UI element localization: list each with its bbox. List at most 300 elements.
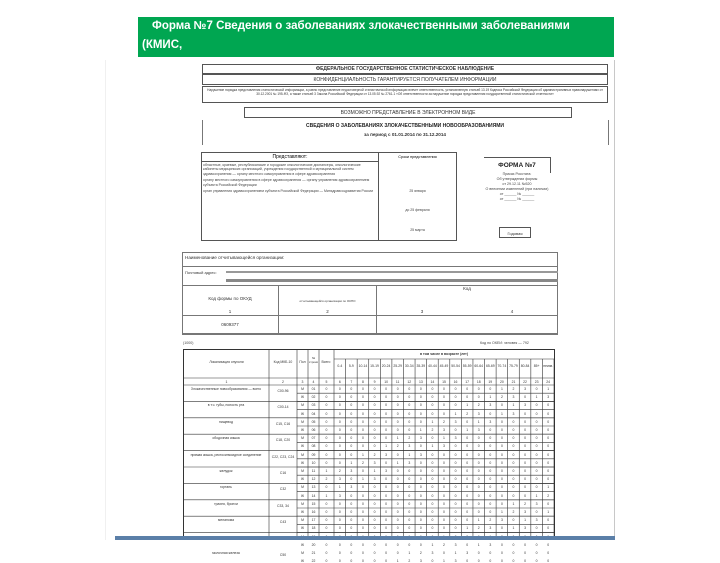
data-cell: 0	[500, 452, 503, 457]
federal-observation-header: ФЕДЕРАЛЬНОЕ ГОСУДАРСТВЕННОЕ СТАТИСТИЧЕСКОЕ НАБЛЮДЕНИЕ	[202, 64, 608, 74]
data-cell: 0	[362, 493, 364, 498]
data-cell: 0	[350, 518, 353, 523]
data-cell: 0	[466, 477, 469, 482]
deadline-row-2: до 25 февраля	[405, 208, 430, 212]
data-cell: 0	[524, 411, 526, 416]
data-cell: 2	[408, 436, 411, 441]
row-line-number: 15	[311, 501, 316, 506]
data-cell: 0	[512, 436, 515, 441]
data-cell: 0	[385, 493, 388, 498]
data-cell: 0	[350, 559, 353, 563]
data-cell: 0	[489, 469, 492, 473]
approval-line: от ______ № ______	[499, 192, 535, 196]
data-cell: 3	[408, 444, 411, 449]
age-header: 50-54	[451, 364, 460, 368]
data-cell: 1	[385, 444, 388, 449]
row-sex: М	[301, 452, 304, 457]
data-cell: 0	[419, 419, 422, 424]
data-cell: 0	[477, 395, 480, 400]
data-cell: 0	[338, 395, 341, 400]
data-cell: 2	[489, 518, 492, 523]
data-cell: 0	[338, 419, 341, 424]
age-group-header: в том числе в возрасте (лет)	[420, 352, 468, 356]
data-cell: 1	[477, 518, 480, 523]
row-line-number: 18	[311, 526, 316, 531]
data-cell: 0	[408, 518, 411, 523]
header-line-no: № строки	[308, 356, 319, 364]
okpo-column	[279, 286, 377, 334]
deadline-row-3: 25 марта	[410, 228, 425, 232]
data-cell: 0	[325, 551, 328, 555]
data-cell: 0	[489, 559, 492, 563]
data-cell: 0	[431, 395, 434, 400]
row-icd-code: C33, 34	[277, 503, 289, 508]
data-cell: 0	[338, 428, 341, 432]
data-cell: 0	[362, 526, 364, 531]
col-num-1: 1	[228, 309, 232, 314]
column-number: 4	[312, 379, 315, 384]
data-cell: 0	[338, 452, 341, 457]
data-cell: 0	[373, 444, 376, 449]
data-cell: 3	[350, 485, 353, 490]
age-header: 25-29	[393, 364, 403, 368]
data-cell: 3	[477, 411, 480, 416]
frame-border-right	[614, 60, 615, 540]
data-cell: 1	[408, 551, 411, 555]
data-cell: 0	[373, 518, 376, 523]
data-cell: 1	[524, 518, 526, 523]
data-cell: 0	[512, 477, 515, 482]
data-cell: 0	[443, 493, 445, 498]
data-cell: 0	[524, 485, 526, 490]
data-cell: 1	[500, 387, 503, 391]
row-line-number: 22	[311, 559, 316, 563]
data-cell: 0	[477, 436, 480, 441]
row-sex: Ж	[300, 428, 305, 432]
data-cell: 0	[443, 460, 445, 465]
data-cell: 0	[396, 469, 399, 473]
data-cell: 3	[500, 518, 503, 523]
data-cell: 1	[500, 411, 503, 416]
data-cell: 1	[466, 428, 469, 432]
data-cell: 0	[547, 403, 550, 408]
data-cell: 0	[385, 485, 388, 490]
data-cell: 3	[524, 526, 526, 531]
data-cell: 0	[325, 444, 328, 449]
row-sex: М	[301, 387, 304, 391]
data-cell: 0	[512, 460, 515, 465]
age-header: 0-4	[337, 364, 343, 368]
data-cell: 0	[350, 452, 353, 457]
data-cell: 3	[350, 469, 353, 473]
data-cell: 3	[443, 444, 445, 449]
approval-line: от 29.12.11 №520	[502, 182, 532, 186]
report-title: СВЕДЕНИЯ О ЗАБОЛЕВАНИЯХ ЗЛОКАЧЕСТВЕННЫМИ НОВООБРАЗОВАНИЯМИ	[306, 123, 504, 129]
age-header: 75-79	[509, 364, 518, 368]
data-cell: 0	[524, 469, 526, 473]
row-line-number: 03	[311, 403, 316, 408]
data-cell: 0	[535, 542, 538, 547]
data-cell: 0	[535, 452, 538, 457]
data-cell: 0	[362, 501, 364, 506]
data-cell: 0	[362, 542, 364, 547]
data-cell: 0	[325, 460, 328, 465]
data-cell: 0	[325, 501, 328, 506]
row-sex: Ж	[300, 526, 305, 531]
data-cell: 0	[466, 395, 469, 400]
age-header: 85+	[533, 364, 540, 368]
row-sex: Ж	[300, 395, 305, 400]
data-cell: 3	[408, 460, 411, 465]
data-cell: 1	[431, 419, 434, 424]
data-cell: 0	[325, 542, 328, 547]
column-number: 15	[442, 379, 446, 384]
data-cell: 0	[443, 469, 445, 473]
row-sex: Ж	[300, 444, 305, 449]
data-cell: 0	[385, 411, 388, 416]
row-icd-code: C00-14	[277, 405, 289, 410]
data-cell: 0	[362, 428, 364, 432]
data-cell: 0	[500, 428, 503, 432]
age-header: 20-24	[381, 364, 391, 368]
row-line-number: 05	[311, 419, 316, 424]
period-type-box: Годовая	[499, 227, 531, 238]
row-line-number: 04	[311, 411, 316, 416]
grid-line	[182, 315, 558, 316]
form-approval-lines	[462, 172, 572, 202]
data-cell: 0	[419, 477, 422, 482]
data-cell: 1	[362, 452, 364, 457]
data-cell: 3	[419, 452, 422, 457]
data-cell: 0	[362, 395, 364, 400]
data-cell: 0	[454, 387, 457, 391]
row-sex: Ж	[300, 411, 305, 416]
data-cell: 0	[477, 501, 480, 506]
data-cell: 0	[419, 395, 422, 400]
data-cell: 0	[466, 493, 469, 498]
row-label: в т.ч. губы, полость рта	[207, 403, 245, 408]
data-cell: 0	[325, 419, 328, 424]
data-cell: 0	[524, 395, 526, 400]
data-cell: 0	[454, 485, 457, 490]
okpo-header: отчитывающейся организации по ОКПО	[299, 299, 356, 303]
row-label: молочная железа	[212, 551, 240, 555]
reporters-table	[201, 152, 457, 241]
data-cell: 1	[512, 526, 515, 531]
data-cell: 0	[350, 501, 353, 506]
column-number: 22	[523, 379, 527, 384]
data-cell: 1	[350, 460, 353, 465]
data-cell: 3	[385, 452, 388, 457]
bottom-scroll-bar	[115, 536, 615, 540]
data-cell: 0	[500, 485, 503, 490]
data-cell: 0	[362, 411, 364, 416]
data-cell: 0	[373, 542, 376, 547]
column-number: 19	[488, 379, 493, 384]
header-icd-code: Код МКБ-10	[273, 360, 293, 364]
data-cell: 0	[500, 542, 503, 547]
row-line-number: 08	[311, 444, 316, 449]
data-cell: 0	[477, 469, 480, 473]
row-sex: М	[301, 551, 304, 555]
data-cell: 0	[385, 518, 388, 523]
data-cell: 3	[524, 403, 526, 408]
data-cell: 0	[466, 436, 469, 441]
data-cell: 0	[489, 387, 492, 391]
row-line-number: 21	[311, 551, 316, 555]
okud-column	[182, 286, 279, 334]
data-cell: 0	[489, 485, 492, 490]
row-sex: М	[301, 469, 304, 473]
data-cell: 0	[350, 436, 353, 441]
data-cell: 0	[419, 411, 422, 416]
age-header: 65-69	[485, 364, 495, 368]
data-cell: 0	[338, 411, 341, 416]
data-cell: 0	[547, 452, 550, 457]
data-cell: 0	[431, 403, 434, 408]
data-cell: 0	[373, 559, 376, 563]
data-cell: 0	[454, 452, 457, 457]
row-icd-code: C16	[279, 471, 287, 475]
age-header: 15-19	[370, 364, 379, 368]
data-cell: 0	[477, 477, 480, 482]
column-number: 10	[384, 379, 388, 384]
data-cell: 0	[396, 526, 399, 531]
row-line-number: 07	[311, 436, 316, 441]
column-number: 6	[338, 379, 341, 384]
data-cell: 2	[524, 501, 526, 506]
banner-title-line1: Форма №7 Сведения о заболеваниях злокачественными заболеваниями (КМИС,	[142, 20, 570, 51]
data-cell: 0	[419, 387, 422, 391]
data-cell: 3	[443, 428, 445, 432]
data-cell: 0	[524, 452, 526, 457]
data-cell: 0	[408, 477, 411, 482]
data-cell: 0	[512, 542, 515, 547]
data-cell: 0	[350, 411, 353, 416]
data-cell: 3	[373, 460, 376, 465]
data-cell: 1	[547, 510, 550, 514]
data-cell: 0	[512, 419, 515, 424]
data-cell: 0	[408, 395, 411, 400]
data-cell: 0	[500, 559, 503, 563]
data-cell: 0	[524, 542, 526, 547]
data-cell: 0	[500, 419, 503, 424]
report-period: за период с 01.01.2014 по 31.12.2014	[364, 132, 446, 137]
data-cell: 0	[524, 460, 526, 465]
data-cell: 0	[454, 518, 457, 523]
data-cell: 0	[362, 403, 364, 408]
data-cell: 0	[338, 403, 341, 408]
data-cell: 0	[362, 469, 364, 473]
data-cell: 0	[500, 436, 503, 441]
data-cell: 2	[325, 477, 328, 482]
row-sex: Ж	[300, 460, 305, 465]
data-cell: 0	[535, 460, 538, 465]
data-cell: 0	[512, 469, 515, 473]
data-cell: 0	[489, 493, 492, 498]
approval-line: Об утверждении формы	[496, 177, 538, 181]
data-cell: 2	[419, 551, 422, 555]
data-cell: 0	[489, 444, 492, 449]
column-number: 14	[430, 379, 435, 384]
data-cell: 0	[325, 485, 328, 490]
data-cell: 0	[431, 501, 434, 506]
column-number: 3	[301, 379, 304, 384]
data-cell: 0	[325, 526, 328, 531]
data-cell: 0	[512, 551, 515, 555]
data-cell: 0	[350, 526, 353, 531]
data-cell: 0	[443, 518, 445, 523]
data-cell: 0	[396, 395, 399, 400]
data-cell: 0	[408, 419, 411, 424]
data-cell: 0	[385, 460, 388, 465]
data-cell: 1	[373, 469, 376, 473]
data-cell: 1	[535, 395, 538, 400]
row-sex: М	[301, 501, 304, 506]
data-cell: 0	[373, 419, 376, 424]
data-cell: 0	[535, 411, 538, 416]
data-cell: 0	[489, 428, 492, 432]
deadline-row-1: 25 января	[409, 189, 426, 193]
data-cell: 0	[431, 510, 434, 514]
age-header: 70-74	[497, 364, 507, 368]
data-cell: 0	[547, 477, 550, 482]
data-cell: 0	[454, 477, 457, 482]
data-cell: 0	[489, 510, 492, 514]
data-cell: 0	[325, 436, 328, 441]
row-label: Злокачественные новообразования — всего	[190, 387, 262, 391]
age-header: 40-44	[428, 364, 437, 368]
data-cell: 0	[373, 526, 376, 531]
row-line-number: 11	[311, 469, 316, 473]
row-line-number: 16	[311, 510, 316, 514]
data-cell: 0	[535, 428, 538, 432]
row-sex: М	[301, 403, 304, 408]
row-sex: Ж	[300, 493, 305, 498]
age-header: 60-64	[474, 364, 484, 368]
data-cell: 0	[512, 452, 515, 457]
data-cell: 0	[325, 559, 328, 563]
data-cell: 0	[466, 387, 469, 391]
data-cell: 0	[362, 518, 364, 523]
data-cell: 1	[431, 542, 434, 547]
data-cell: 0	[443, 501, 445, 506]
data-cell: 1	[512, 403, 515, 408]
data-cell: 0	[535, 444, 538, 449]
data-cell: 1	[443, 559, 445, 563]
data-cell: 0	[524, 493, 526, 498]
data-cell: 0	[325, 387, 328, 391]
data-cell: 0	[338, 444, 341, 449]
data-cell: 0	[373, 395, 376, 400]
data-cell: 0	[325, 403, 328, 408]
data-cell: 0	[466, 559, 469, 563]
data-cell: 0	[477, 452, 480, 457]
data-cell: 2	[443, 542, 445, 547]
data-cell: 0	[466, 444, 469, 449]
data-cell: 0	[362, 419, 364, 424]
data-cell: 0	[524, 419, 526, 424]
data-cell: 0	[535, 469, 538, 473]
data-cell: 2	[500, 395, 503, 400]
data-cell: 0	[489, 477, 492, 482]
data-cell: 0	[396, 518, 399, 523]
row-sex: Ж	[300, 510, 305, 514]
data-cell: 0	[547, 501, 550, 506]
data-cell: 0	[431, 436, 434, 441]
data-cell: 0	[466, 452, 469, 457]
data-cell: 0	[535, 403, 538, 408]
reporter-row-1: областные, краевые, республиканские и городские онкологические диспансеры, онкологические кабинеты медицинских организаций, учреждения государственной и муниципальной систем здравоохранения — органу местного самоуправления в сфере здравоохранения	[203, 163, 361, 176]
data-cell: 0	[396, 510, 399, 514]
data-cell: 0	[524, 551, 526, 555]
reporter-row-2: органу местного самоуправления в сфере здравоохранения — органу управления здравоохранением субъекта Российской Федерации	[203, 178, 370, 187]
data-cell: 0	[350, 510, 353, 514]
data-cell: 0	[535, 387, 538, 391]
row-line-number: 01	[311, 387, 316, 391]
form-number-box: ФОРМА №7	[484, 157, 551, 173]
data-cell: 0	[477, 485, 480, 490]
frame-border-left	[105, 60, 106, 540]
data-cell: 1	[454, 411, 457, 416]
row-icd-code: C15, C16	[275, 421, 291, 426]
data-cell: 0	[443, 485, 445, 490]
data-cell: 0	[500, 551, 503, 555]
age-header: 80-84	[520, 364, 530, 368]
data-cell: 0	[385, 559, 388, 563]
column-number: 24	[546, 379, 551, 384]
data-cell: 0	[512, 518, 515, 523]
data-cell: 0	[489, 436, 492, 441]
data-cell: 0	[338, 526, 341, 531]
data-cell: 0	[512, 444, 515, 449]
data-cell: 2	[396, 444, 399, 449]
column-number: 1	[225, 379, 228, 384]
approval-line: О внесении изменений (при наличии)	[485, 187, 549, 191]
data-cell: 1	[489, 395, 492, 400]
data-cell: 0	[408, 542, 411, 547]
data-cell: 0	[489, 501, 492, 506]
org-name-label: Наименование отчитывающейся организации:	[183, 253, 557, 267]
data-cell: 0	[362, 444, 364, 449]
data-cell: 0	[408, 469, 411, 473]
data-cell: 0	[547, 518, 550, 523]
data-cell: 3	[454, 419, 457, 424]
data-cell: 0	[362, 436, 364, 441]
row-line-number: 20	[311, 542, 316, 547]
header-localization: Локализация опухоли	[209, 360, 244, 364]
data-cell: 0	[419, 469, 422, 473]
data-cell: 3	[547, 395, 550, 400]
row-line-number: 06	[311, 428, 316, 432]
data-cell: 0	[338, 436, 341, 441]
row-label: гортань	[220, 485, 232, 490]
data-cell: 0	[350, 403, 353, 408]
column-number: 21	[511, 379, 516, 384]
data-cell: 3	[512, 395, 515, 400]
row-icd-code: C50	[279, 553, 287, 557]
data-cell: 1	[547, 387, 550, 391]
data-cell: 1	[408, 452, 411, 457]
data-cell: 0	[547, 526, 550, 531]
data-cell: 2	[512, 387, 515, 391]
data-cell: 0	[350, 387, 353, 391]
data-cell: 0	[373, 485, 376, 490]
data-cell: 0	[512, 428, 515, 432]
data-cell: 0	[325, 518, 328, 523]
data-cell: 2	[512, 510, 515, 514]
data-cell: 2	[373, 452, 376, 457]
